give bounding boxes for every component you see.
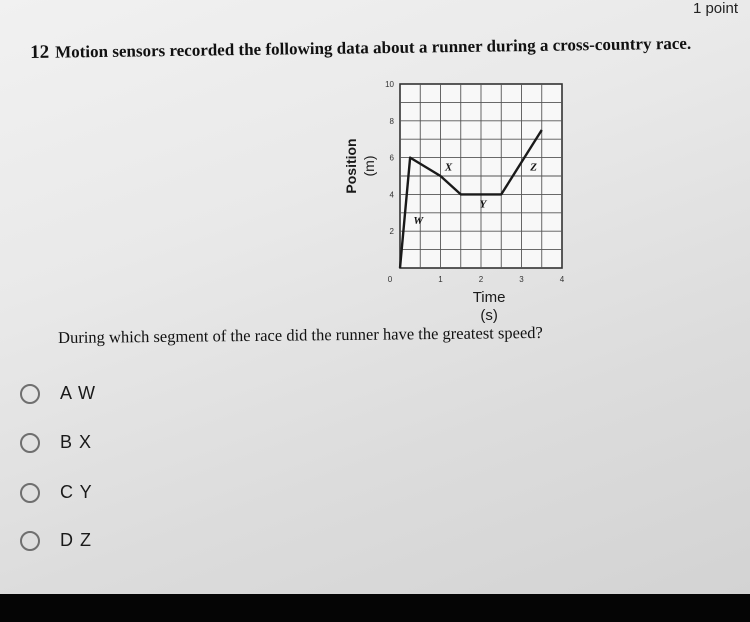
x-axis-label: Time xyxy=(472,289,506,306)
x-axis-unit: (s) xyxy=(480,307,498,324)
x-tick-label: 2 xyxy=(478,275,484,284)
option-c-label: C Y xyxy=(60,482,93,502)
segment-label-x: X xyxy=(444,161,453,174)
y-tick-label: 2 xyxy=(389,227,394,237)
option-b-radio[interactable] xyxy=(20,433,40,453)
y-tick-label: 10 xyxy=(385,80,394,89)
question-number: 12 xyxy=(30,41,50,63)
option-d[interactable] xyxy=(20,530,92,551)
x-tick-label: 0 xyxy=(387,275,393,284)
y-tick-label: 8 xyxy=(389,116,394,126)
x-tick-label: 1 xyxy=(438,275,443,284)
y-tick-label: 4 xyxy=(389,190,394,200)
option-b[interactable] xyxy=(20,432,92,453)
x-tick-label: 3 xyxy=(519,275,524,284)
option-b-label: B X xyxy=(60,432,93,452)
segment-label-w: W xyxy=(413,214,424,227)
option-d-radio[interactable] xyxy=(20,531,40,551)
option-c-radio[interactable] xyxy=(20,483,40,503)
position-time-graph xyxy=(330,72,570,332)
option-c[interactable] xyxy=(20,482,93,503)
option-d-label: D Z xyxy=(60,530,92,550)
bottom-bar xyxy=(0,594,750,622)
question-stem: Motion sensors recorded the following data about a runner during a cross-country race. xyxy=(55,33,692,62)
y-axis-unit: (m) xyxy=(361,155,377,177)
question-prompt: During which segment of the race did the runner have the greatest speed? xyxy=(58,322,543,347)
y-axis-label: Position xyxy=(343,138,359,194)
chart-svg xyxy=(330,72,570,332)
question-text xyxy=(30,32,730,64)
y-tick-label: 6 xyxy=(389,153,394,163)
segment-label-y: Y xyxy=(479,198,487,211)
option-a[interactable] xyxy=(20,383,96,404)
points-label: 1 point xyxy=(692,0,738,17)
segment-label-z: Z xyxy=(530,161,538,174)
option-a-radio[interactable] xyxy=(20,384,40,404)
option-a-label: A W xyxy=(60,383,97,403)
x-tick-label: 4 xyxy=(559,275,565,284)
